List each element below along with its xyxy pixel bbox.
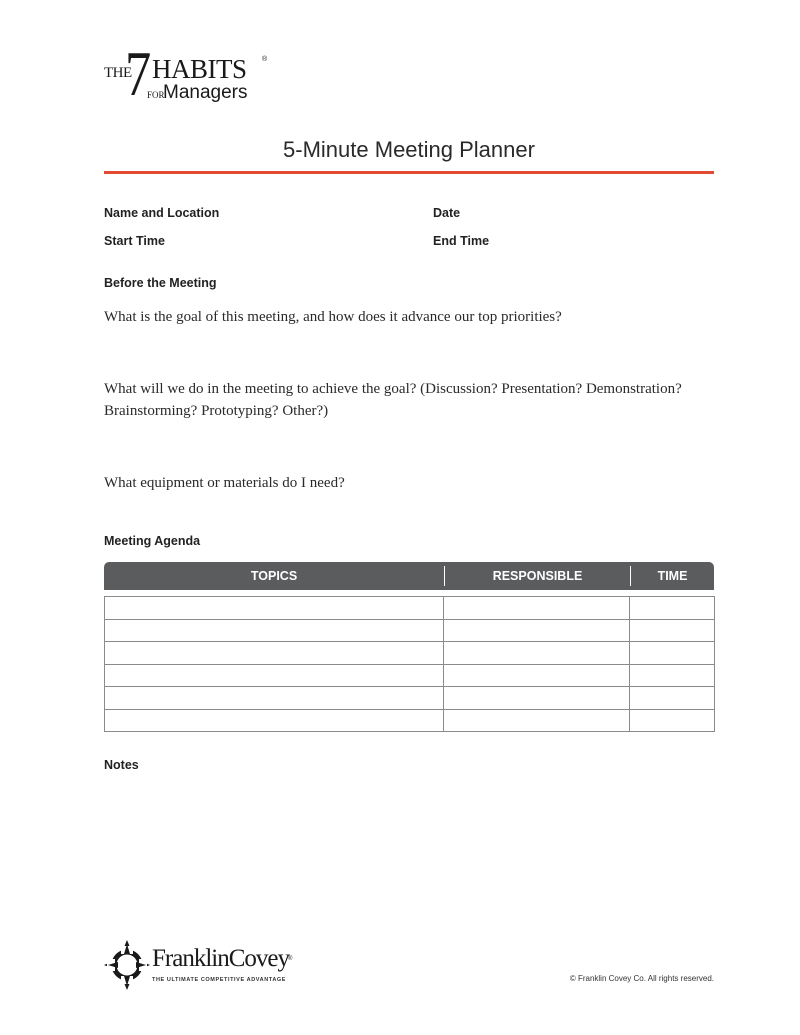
end-time-label: End Time — [433, 234, 490, 248]
logo-managers: Managers — [163, 82, 248, 103]
title-divider — [104, 171, 714, 174]
compass-icon — [104, 940, 150, 990]
responsible-cell[interactable] — [444, 664, 630, 687]
start-time-label: Start Time — [104, 234, 165, 248]
topic-cell[interactable] — [105, 642, 444, 665]
column-header-topics: TOPICS — [250, 569, 298, 583]
date-label: Date — [433, 206, 461, 220]
question-activities: What will we do in the meeting to achieve the goal? (Discussion? Presentation? Demonstration? Brainstorming? Prototyping? Other?) — [104, 381, 682, 419]
time-cell[interactable] — [630, 619, 715, 642]
topic-cell[interactable] — [105, 709, 444, 732]
table-row — [105, 642, 715, 665]
responsible-cell[interactable] — [444, 642, 630, 665]
table-row — [105, 687, 715, 710]
before-meeting-heading: Before the Meeting — [104, 276, 217, 290]
agenda-heading: Meeting Agenda — [104, 534, 201, 548]
agenda-header-bar — [104, 562, 714, 590]
agenda-table — [104, 596, 715, 732]
topic-cell[interactable] — [105, 597, 444, 620]
time-cell[interactable] — [630, 642, 715, 665]
time-cell[interactable] — [630, 597, 715, 620]
page-title: 5-Minute Meeting Planner — [283, 137, 535, 162]
table-row — [105, 664, 715, 687]
responsible-cell[interactable] — [444, 597, 630, 620]
brand-trademark: ® — [288, 956, 293, 962]
table-row — [105, 709, 715, 732]
franklin-covey-logo — [104, 940, 304, 990]
logo-the: THE — [104, 65, 132, 81]
topic-cell[interactable] — [105, 687, 444, 710]
responsible-cell[interactable] — [444, 687, 630, 710]
table-row — [105, 597, 715, 620]
topic-cell[interactable] — [105, 664, 444, 687]
logo-registered: ® — [262, 56, 268, 63]
time-cell[interactable] — [630, 664, 715, 687]
name-location-label: Name and Location — [104, 206, 220, 220]
notes-heading: Notes — [104, 758, 139, 772]
brand-tagline: THE ULTIMATE COMPETITIVE ADVANTAGE — [152, 977, 287, 983]
responsible-cell[interactable] — [444, 619, 630, 642]
column-header-time: TIME — [630, 566, 714, 586]
logo-for: FOR — [147, 90, 165, 100]
responsible-cell[interactable] — [444, 709, 630, 732]
time-cell[interactable] — [630, 709, 715, 732]
column-header-responsible: RESPONSIBLE — [444, 566, 630, 586]
logo-seven: 7 — [125, 38, 152, 109]
copyright-text: © Franklin Covey Co. All rights reserved. — [569, 974, 714, 983]
topic-cell[interactable] — [105, 619, 444, 642]
question-goal: What is the goal of this meeting, and how does it advance our top priorities? — [104, 309, 562, 325]
table-row — [105, 619, 715, 642]
seven-habits-logo — [104, 38, 274, 109]
logo-habits: HABITS — [152, 54, 247, 84]
time-cell[interactable] — [630, 687, 715, 710]
question-materials: What equipment or materials do I need? — [104, 475, 345, 491]
brand-name: FranklinCovey — [152, 945, 289, 972]
